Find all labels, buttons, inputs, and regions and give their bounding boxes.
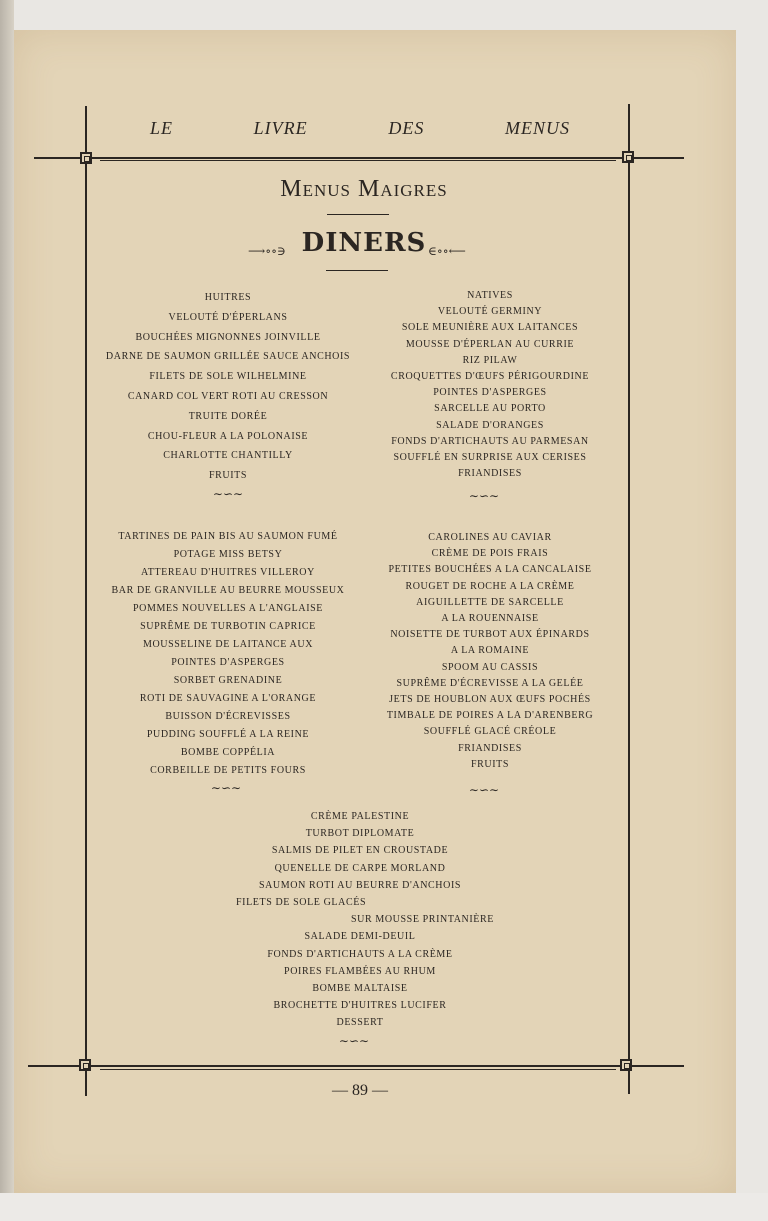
running-header [150,118,570,142]
menu-item: CHOU-FLEUR A LA POLONAISE [147,430,309,442]
menu-item: POTAGE MISS BETSY [173,549,283,560]
menu-item: SALMIS DE PILET EN CROUSTADE [271,845,449,857]
frame-right-line [628,104,630,1094]
menu-item: VELOUTÉ GERMINY [437,306,543,318]
menu-item: TRUITE DORÉE [188,410,268,422]
menu-item: HUITRES [204,292,252,303]
divider-ornament: ∼∽∼ [210,781,242,795]
section-title: Menus Maigres [280,176,448,202]
menu-item: FILETS DE SOLE GLACÉS [236,897,367,909]
menu-item: FRIANDISES [458,468,522,480]
menu-item: PETITES BOUCHÉES A LA CANCALAISE [388,564,592,576]
running-header-word: LIVRE [253,118,308,138]
menu-item: TIMBALE DE POIRES A LA D'ARENBERG [386,710,594,722]
title-rule [327,214,389,215]
divider-ornament: ∼∽∼ [468,489,500,503]
subtitle-rule [326,270,388,271]
menu-item: SUPRÊME D'ÉCREVISSE A LA GELÉE [396,677,584,689]
menu-left-middle [100,528,356,780]
menu-item: PUDDING SOUFFLÉ A LA REINE [146,729,310,740]
menu-item: JETS DE HOUBLON AUX ŒUFS POCHÉS [389,694,591,706]
menu-item: SARCELLE AU PORTO [434,403,546,415]
menu-item: SALADE DEMI-DEUIL [304,931,416,943]
menu-item: BOMBE COPPÉLIA [180,747,276,758]
divider-ornament: ∼∽∼ [468,783,500,797]
running-header-word: LE [150,118,174,138]
scan-background [0,1193,768,1221]
menu-item: POINTES D'ASPERGES [171,657,285,668]
menu-item: MOUSSE D'ÉPERLAN AU CURRIE [405,338,575,350]
menu-center-bottom [210,808,510,1032]
frame-left-line [85,106,87,1096]
menu-item: SOUFFLÉ GLACÉ CRÉOLE [423,726,557,738]
menu-item: FONDS D'ARTICHAUTS A LA CRÈME [267,948,453,960]
menu-item: SAUMON ROTI AU BEURRE D'ANCHOIS [258,879,462,891]
running-header-word: MENUS [504,118,570,138]
menu-item: FILETS DE SOLE WILHELMINE [149,371,307,383]
menu-item: DARNE DE SAUMON GRILLÉE SAUCE ANCHOIS [105,351,351,363]
subtitle-diners: DINERS [301,228,427,258]
menu-item: TARTINES DE PAIN BIS AU SAUMON FUMÉ [118,531,338,542]
frame-top-inner-line [100,160,616,161]
menu-right-top [362,288,618,482]
menu-item: ROTI DE SAUVAGINE A L'ORANGE [139,693,317,704]
menu-item: ATTEREAU D'HUITRES VILLEROY [141,567,315,578]
frame-top-line [34,157,684,159]
menu-right-middle [362,530,618,773]
running-header-word: DES [388,118,425,138]
menu-item: SALADE D'ORANGES [436,419,544,431]
menu-item: CORBEILLE DE PETITS FOURS [150,765,306,776]
menu-item: SOLE MEUNIÈRE AUX LAITANCES [401,322,579,334]
left-flourish: ⟶∘∘∋ [248,244,286,258]
menu-item: FRUITS [470,758,510,770]
menu-item: A LA ROMAINE [450,645,530,657]
menu-item: A LA ROUENNAISE [441,613,539,625]
menu-item: MOUSSELINE DE LAITANCE AUX [142,639,314,650]
menu-item: SOUFFLÉ EN SURPRISE AUX CERISES [393,452,587,464]
divider-ornament: ∼∽∼ [212,487,244,501]
menu-item: BUISSON D'ÉCREVISSES [165,711,291,722]
frame-corner-ornament [79,1059,91,1071]
menu-item: FRUITS [208,470,248,482]
menu-item: CANARD COL VERT ROTI AU CRESSON [127,390,329,402]
menu-item: NOISETTE DE TURBOT AUX ÉPINARDS [390,629,590,641]
menu-item: DESSERT [336,1017,384,1029]
menu-item: BOMBE MALTAISE [312,983,408,995]
right-flourish: ∈∘∘⟵ [428,244,466,258]
menu-item: SUR MOUSSE PRINTANIÈRE [351,914,494,926]
menu-item: SPOOM AU CASSIS [441,661,539,673]
book-gutter [0,0,14,1221]
menu-item: CROQUETTES D'ŒUFS PÉRIGOURDINE [390,371,590,383]
menu-item: SUPRÊME DE TURBOTIN CAPRICE [140,621,316,632]
menu-item: POMMES NOUVELLES A L'ANGLAISE [132,603,324,614]
menu-item: BROCHETTE D'HUITRES LUCIFER [273,1000,447,1012]
menu-item: TURBOT DIPLOMATE [305,828,415,840]
frame-bottom-line [28,1065,684,1067]
menu-item: SORBET GRENADINE [173,675,283,686]
menu-left-top [100,288,356,486]
frame-bottom-inner-line [100,1069,616,1070]
menu-item: BOUCHÉES MIGNONNES JOINVILLE [135,331,321,343]
page-number: — 89 — [332,1082,388,1099]
menu-item: CRÈME DE POIS FRAIS [431,548,549,560]
menu-item: ROUGET DE ROCHE A LA CRÈME [405,580,575,592]
menu-item: POINTES D'ASPERGES [433,387,547,399]
frame-corner-ornament [622,151,634,163]
menu-item: AIGUILLETTE DE SARCELLE [416,596,564,608]
menu-item: CHARLOTTE CHANTILLY [163,450,293,462]
menu-item: BAR DE GRANVILLE AU BEURRE MOUSSEUX [111,585,345,596]
menu-item: QUENELLE DE CARPE MORLAND [274,862,446,874]
menu-item: POIRES FLAMBÉES AU RHUM [284,965,436,977]
menu-item: CRÈME PALESTINE [310,811,410,822]
menu-item: NATIVES [467,290,513,301]
frame-corner-ornament [80,152,92,164]
menu-item: VELOUTÉ D'ÉPERLANS [168,311,288,323]
menu-item: RIZ PILAW [462,354,518,366]
divider-ornament: ∼∽∼ [338,1034,370,1048]
menu-item: FRIANDISES [458,742,522,754]
frame-corner-ornament [620,1059,632,1071]
menu-item: FONDS D'ARTICHAUTS AU PARMESAN [391,435,589,447]
menu-item: CAROLINES AU CAVIAR [428,532,552,543]
